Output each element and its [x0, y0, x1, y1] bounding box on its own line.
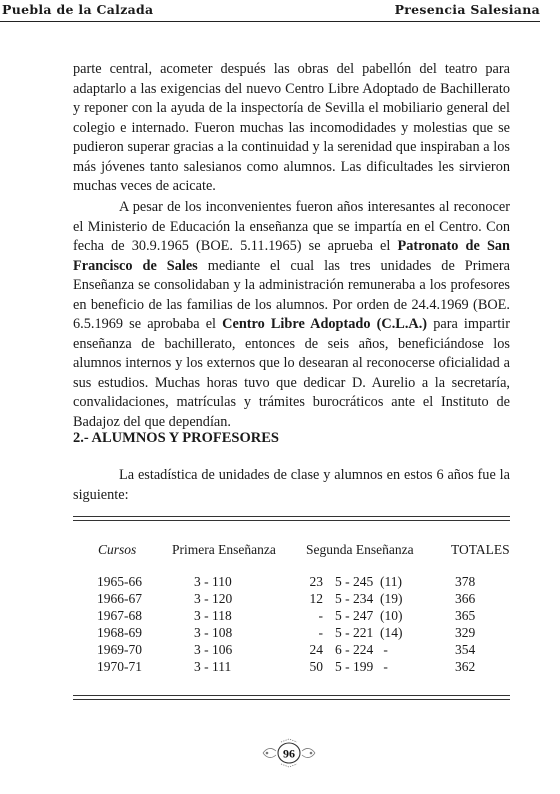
header-primera: Primera Enseñanza: [172, 542, 276, 557]
header-rule: [0, 21, 540, 22]
cell-curso: 1965-66: [97, 574, 142, 589]
cell-segunda-unidades: 24: [309, 642, 323, 657]
cell-segunda-unidades: 23: [309, 574, 323, 589]
page-number: 96: [283, 746, 295, 761]
cell-segunda-detalle: 5 - 221 (14): [335, 625, 403, 640]
paragraph-2: [73, 198, 510, 432]
cell-segunda-detalle: 5 - 199 -: [335, 659, 388, 674]
paragraph-2-part-a: A pesar de los inconvenientes fueron años interesantes al reconocer el Ministerio de Educación la enseñanza que se impartía en el Centro. Con fecha de 30.9.1965 (BOE. 5.11.1965) se aprueba el: [73, 199, 510, 254]
cell-segunda-unidades: 12: [309, 591, 323, 606]
table-bottom-rule-2: [73, 699, 510, 700]
cell-curso: 1966-67: [97, 591, 142, 606]
cell-curso: 1967-68: [97, 608, 142, 623]
cell-primera: 3 - 120: [194, 591, 233, 606]
cell-segunda-detalle: 5 - 247 (10): [335, 608, 403, 623]
paragraph-2-part-c: mediante el cual las tres unidades de Primera Enseñanza se consolidaban y la administración remuneraba a los profesores en beneficio de las familias de los alumnos. Por orden de 24.4.1969 (BOE. 6.5.1969 se aprobaba el: [73, 257, 511, 332]
centro-libre-bold: Centro Libre Adoptado (C.L.A.): [222, 316, 428, 332]
cell-curso: 1968-69: [97, 625, 142, 640]
cell-primera: 3 - 106: [194, 642, 233, 657]
table-row: [73, 608, 510, 625]
cell-segunda-unidades: -: [318, 625, 323, 640]
table-row: [73, 591, 510, 608]
header-totales: TOTALES: [451, 542, 510, 557]
page-number-ornament: [259, 737, 319, 769]
patronato-bold: Patronato de San Francisco de Sales: [73, 238, 510, 274]
header-cursos: Cursos: [98, 542, 137, 557]
cell-total: 362: [455, 659, 476, 674]
running-header-right: Presencia Salesiana: [394, 2, 540, 17]
cell-total: 378: [455, 574, 476, 589]
table-top-rule: [73, 516, 510, 517]
cell-total: 354: [455, 642, 476, 657]
cell-segunda-detalle: 6 - 224 -: [335, 642, 388, 657]
table-row: [73, 642, 510, 659]
cell-primera: 3 - 118: [194, 608, 232, 623]
cell-segunda-unidades: 50: [309, 659, 323, 674]
paragraph-2-part-e: para impartir enseñanza de bachillerato, entonces de seis años, beneficiándose los alumnos internos y los externos que lo desearan al reconocerse oficialidad a sus estudios. Muchas horas tuvo que dedicar D. Aurelio a la secretaría, convalidaciones, matrículas y trámites burocráticos ante el Instituto de Badajoz del que dependían.: [73, 316, 510, 430]
cell-total: 366: [455, 591, 476, 606]
cell-total: 329: [455, 625, 476, 640]
paragraph-3: La estadística de unidades de clase y alumnos en estos 6 años fue la siguiente:: [73, 467, 510, 503]
cell-segunda-detalle: 5 - 234 (19): [335, 591, 403, 606]
table-top-rule-2: [73, 520, 510, 521]
section-title: 2.- ALUMNOS Y PROFESORES: [73, 430, 279, 446]
cell-primera: 3 - 108: [194, 625, 233, 640]
header-segunda: Segunda Enseñanza: [306, 542, 414, 557]
running-header-left: Puebla de la Calzada: [2, 2, 154, 17]
table-row: [73, 625, 510, 642]
table-row: [73, 574, 510, 591]
cell-segunda-detalle: 5 - 245 (11): [335, 574, 402, 589]
table-row: [73, 659, 510, 676]
cell-primera: 3 - 111: [194, 659, 232, 674]
cell-total: 365: [455, 608, 476, 623]
cell-segunda-unidades: -: [318, 608, 323, 623]
cell-primera: 3 - 110: [194, 574, 232, 589]
cell-curso: 1970-71: [97, 659, 142, 674]
paragraph-1: parte central, acometer después las obras del pabellón del teatro para adaptarlo a las exigencias del nuevo Centro Libre Adoptado de Bachillerato y reponer con la ayuda de la inspectoría de Sevilla el mobiliario general del colegio e internado. Fueron muchas las incomodidades y molestias que se pudieron superar gracias a la continuidad y la serenidad que inspiraban a los más jóvenes tanto salesianos como alumnos. Las dificultades les sirvieron muchas veces de acicate.: [73, 61, 510, 194]
cell-curso: 1969-70: [97, 642, 142, 657]
table-bottom-rule: [73, 695, 510, 696]
